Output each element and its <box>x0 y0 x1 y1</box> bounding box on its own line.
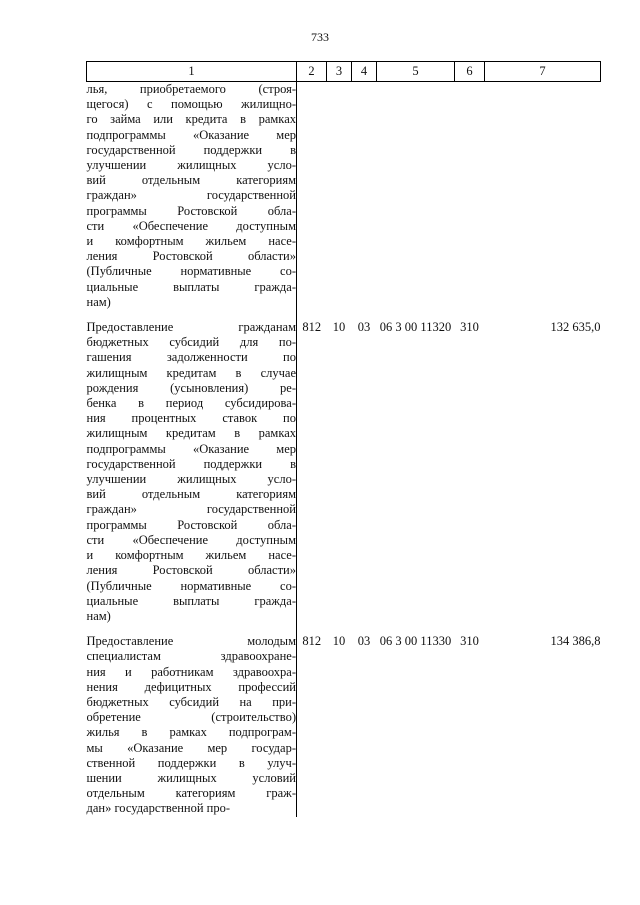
table-body <box>87 82 601 817</box>
description-line: программы Ростовской обла- <box>86 203 296 218</box>
header-col-6: 6 <box>455 62 485 82</box>
table-row <box>87 320 601 624</box>
description-line: жилищным кредитам в случае <box>86 365 296 380</box>
description-line: государственной поддержки в <box>86 142 296 157</box>
expense-type-code: 310 <box>460 320 479 335</box>
row-description <box>87 634 297 816</box>
description-line: го займа или кредита в рамках <box>86 112 296 127</box>
description-line: отдельным категориям граж- <box>86 786 296 801</box>
ministry-code <box>297 82 327 311</box>
target-article-code: 06 3 00 11320 <box>379 320 452 335</box>
row-description <box>87 320 297 624</box>
description-line: ления Ростовской области» <box>86 563 296 578</box>
subsection-code: 03 <box>357 634 371 649</box>
header-col-3: 3 <box>327 62 352 82</box>
description-line: подпрограммы «Оказание мер <box>86 127 296 142</box>
amount: 134 386,8 <box>550 634 601 649</box>
header-col-7: 7 <box>485 62 601 82</box>
description-line: программы Ростовской обла- <box>86 517 296 532</box>
table-row <box>87 82 601 311</box>
description-line: вий отдельным категориям <box>86 487 296 502</box>
description-line: бенка в период субсидирова- <box>86 396 296 411</box>
description-line: (Публичные нормативные со- <box>86 264 296 279</box>
ministry-code: 812 <box>302 634 322 649</box>
description-line: мы «Оказание мер государ- <box>86 740 296 755</box>
target-article-code <box>377 82 455 311</box>
header-col-1: 1 <box>87 62 297 82</box>
description-line: подпрограммы «Оказание мер <box>86 441 296 456</box>
description-line: рождения (усыновления) ре- <box>86 380 296 395</box>
header-col-5: 5 <box>377 62 455 82</box>
amount: 132 635,0 <box>550 320 601 335</box>
header-col-2: 2 <box>297 62 327 82</box>
description-line: ния и работникам здравоохра- <box>86 664 296 679</box>
description-line: дан» государственной про- <box>86 801 231 816</box>
page-number: 733 <box>311 30 329 44</box>
description-line: нам) <box>86 608 111 623</box>
description-line: гашения задолженности по <box>86 350 296 365</box>
description-line: циальные выплаты гражда- <box>86 279 296 294</box>
description-line: нам) <box>86 294 111 309</box>
description-line: граждан» государственной <box>86 502 296 517</box>
description-line: ственной поддержки в улуч- <box>86 755 296 770</box>
amount <box>485 82 601 311</box>
section-code <box>327 82 352 311</box>
description-line: шении жилищных условий <box>86 770 296 785</box>
description-line: жилья в рамках подпрограм- <box>86 725 296 740</box>
row-description <box>87 82 297 311</box>
description-line: щегося) с помощью жилищно- <box>86 97 296 112</box>
description-line: и комфортным жильем насе- <box>86 234 296 249</box>
description-line: сти «Обеспечение доступным <box>86 532 296 547</box>
description-line: улучшении жилищных усло- <box>86 158 296 173</box>
description-line: обретение (строительство) <box>86 710 296 725</box>
description-line: жилищным кредитам в рамках <box>86 426 296 441</box>
description-line: и комфортным жильем насе- <box>86 548 296 563</box>
expense-type-code: 310 <box>460 634 479 649</box>
description-line: Предоставление молодым <box>86 634 296 649</box>
subsection-code: 03 <box>357 320 371 335</box>
description-line: бюджетных субсидий для по- <box>86 335 296 350</box>
row-spacer <box>87 624 601 634</box>
description-line: сти «Обеспечение доступным <box>86 218 296 233</box>
description-line: (Публичные нормативные со- <box>86 578 296 593</box>
table-row <box>87 634 601 816</box>
description-line: граждан» государственной <box>86 188 296 203</box>
description-line: бюджетных субсидий на при- <box>86 694 296 709</box>
ministry-code: 812 <box>302 320 322 335</box>
subsection-code <box>352 82 377 311</box>
description-line: лья, приобретаемого (строя- <box>86 82 296 96</box>
description-line: ния процентных ставок по <box>86 411 296 426</box>
description-line: Предоставление гражданам <box>86 320 296 335</box>
header-col-4: 4 <box>352 62 377 82</box>
description-line: улучшении жилищных усло- <box>86 472 296 487</box>
expense-type-code <box>455 82 485 311</box>
description-line: государственной поддержки в <box>86 456 296 471</box>
table-header-row <box>87 62 601 82</box>
budget-table <box>86 61 601 817</box>
description-line: циальные выплаты гражда- <box>86 593 296 608</box>
section-code: 10 <box>332 320 346 335</box>
row-spacer <box>87 310 601 320</box>
description-line: нения дефицитных профессий <box>86 679 296 694</box>
section-code: 10 <box>332 634 346 649</box>
description-line: специалистам здравоохране- <box>86 649 296 664</box>
target-article-code: 06 3 00 11330 <box>379 634 452 649</box>
description-line: ления Ростовской области» <box>86 249 296 264</box>
description-line: вий отдельным категориям <box>86 173 296 188</box>
